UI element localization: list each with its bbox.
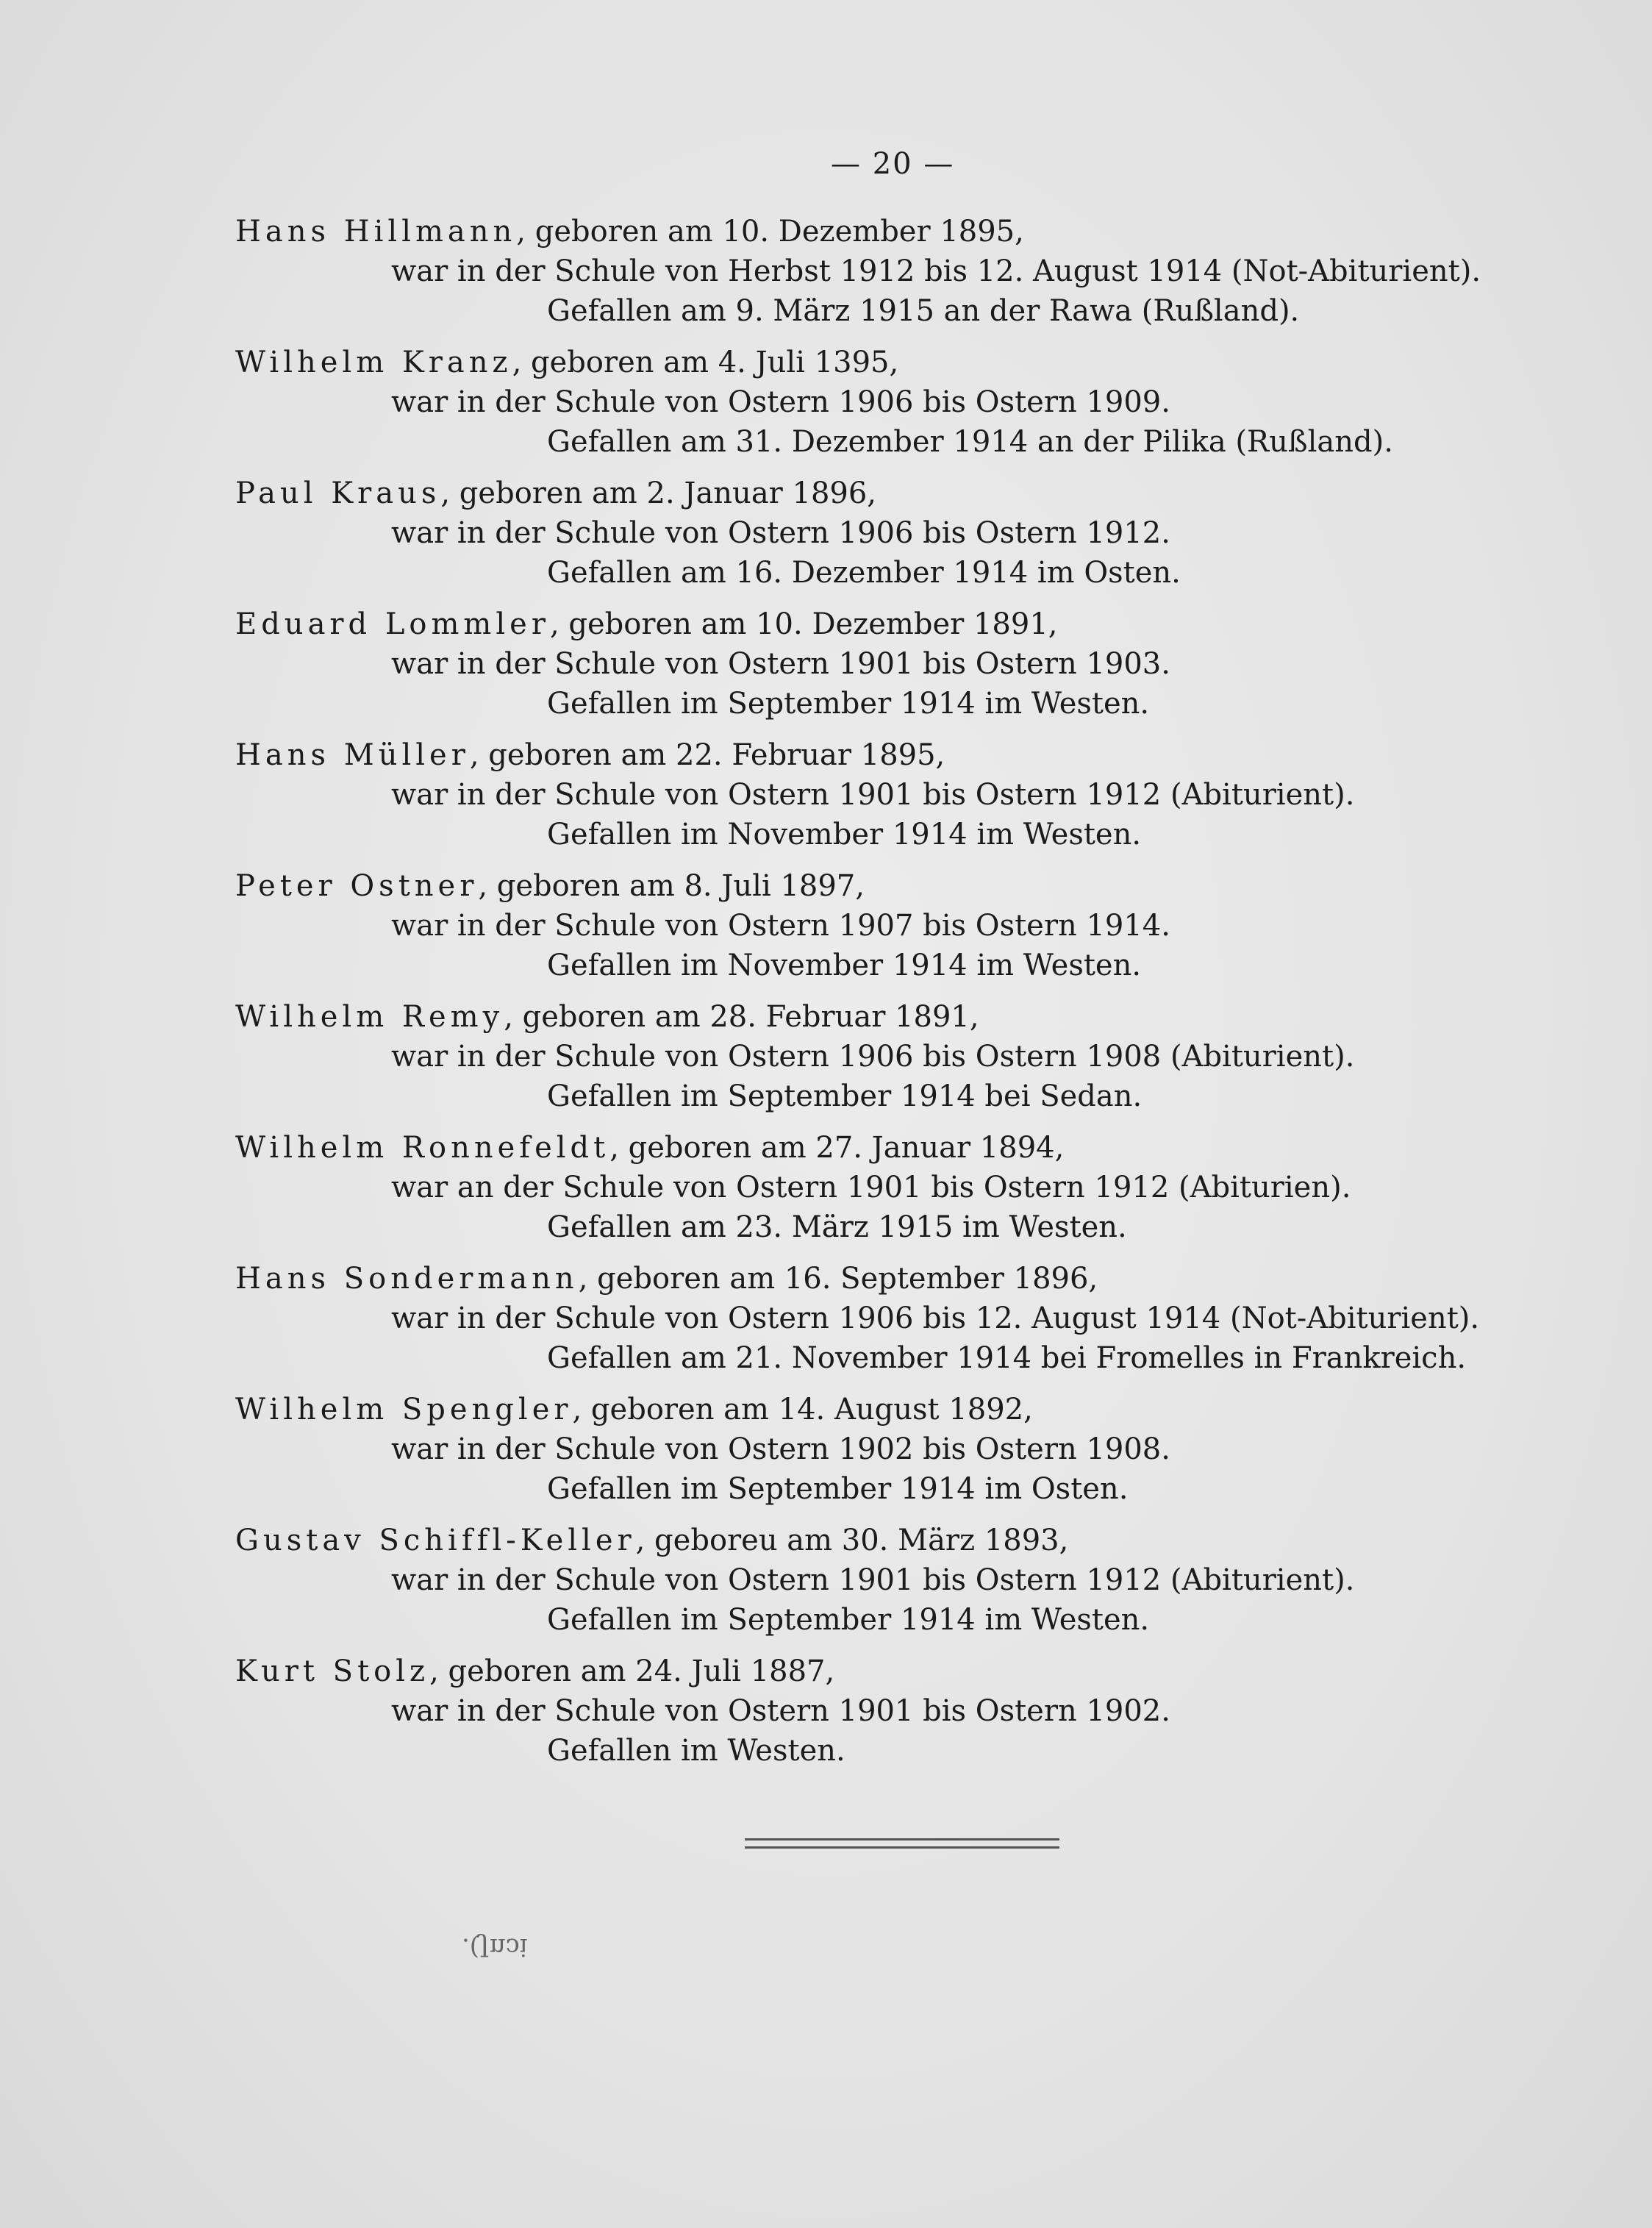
- entry-school: war in der Schule von Ostern 1906 bis Ostern 1908 (Abiturient).: [391, 1040, 1355, 1074]
- entry-death: Gefallen am 16. Dezember 1914 im Osten.: [547, 556, 1181, 590]
- entry-birth: , geboren am 24. Juli 1887,: [429, 1654, 835, 1688]
- entry-name: Gustav Schiffl-Keller: [235, 1524, 636, 1557]
- list-item: [235, 604, 1485, 724]
- entry-school: war in der Schule von Ostern 1901 bis Ostern 1903.: [391, 647, 1170, 681]
- list-item: [235, 1128, 1485, 1247]
- list-item: [235, 343, 1485, 462]
- page-number: — 20 —: [831, 147, 955, 181]
- entry-school: war in der Schule von Herbst 1912 bis 12. August 1914 (Not-Abiturient).: [391, 254, 1481, 288]
- entry-birth: , geboreu am 30. März 1893,: [635, 1524, 1069, 1557]
- entry-school: war in der Schule von Ostern 1906 bis Ostern 1909.: [391, 385, 1170, 419]
- entry-birth: , geboren am 14. August 1892,: [572, 1393, 1033, 1427]
- entry-name: Hans Hillmann: [235, 215, 517, 249]
- entry-death: Gefallen im Westen.: [547, 1734, 845, 1768]
- entry-birth: , geboren am 4. Juli 1395,: [512, 346, 899, 379]
- entry-school: war in der Schule von Ostern 1901 bis Ostern 1912 (Abiturient).: [391, 778, 1355, 812]
- entry-death: Gefallen im November 1914 im Westen.: [547, 949, 1142, 982]
- casualty-list: [235, 212, 1485, 1782]
- entry-death: Gefallen am 9. März 1915 an der Rawa (Rußland).: [547, 294, 1300, 328]
- entry-name: Hans Sondermann: [235, 1262, 579, 1296]
- entry-death: Gefallen am 23. März 1915 im Westen.: [547, 1210, 1127, 1244]
- entry-birth: , geboren am 22. Februar 1895,: [469, 738, 945, 772]
- list-item: [235, 1390, 1485, 1509]
- entry-name: Wilhelm Remy: [235, 1000, 504, 1034]
- entry-school: war in der Schule von Ostern 1901 bis Ostern 1912 (Abiturient).: [391, 1563, 1355, 1597]
- entry-birth: , geboren am 28. Februar 1891,: [504, 1000, 979, 1034]
- double-rule-divider: [745, 1838, 1059, 1849]
- list-item: [235, 997, 1485, 1116]
- bleed-through-text: .(Jnɔi: [462, 1932, 528, 1962]
- entry-school: war in der Schule von Ostern 1901 bis Ostern 1902.: [391, 1694, 1170, 1728]
- list-item: [235, 1521, 1485, 1640]
- entry-birth: , geboren am 10. Dezember 1895,: [516, 215, 1024, 249]
- entry-birth: , geboren am 27. Januar 1894,: [609, 1131, 1065, 1165]
- entry-death: Gefallen im September 1914 im Westen.: [547, 687, 1150, 721]
- entry-name: Wilhelm Ronnefeldt: [235, 1131, 610, 1165]
- entry-school: war an der Schule von Ostern 1901 bis Ostern 1912 (Abiturien).: [391, 1171, 1351, 1204]
- entry-name: Wilhelm Kranz: [235, 346, 512, 379]
- entry-death: Gefallen am 31. Dezember 1914 an der Pilika (Rußland).: [547, 425, 1393, 459]
- entry-death: Gefallen am 21. November 1914 bei Fromelles in Frankreich.: [547, 1341, 1467, 1375]
- entry-name: Kurt Stolz: [235, 1654, 430, 1688]
- entry-birth: , geboren am 2. Januar 1896,: [440, 476, 877, 510]
- entry-birth: , geboren am 16. September 1896,: [578, 1262, 1098, 1296]
- entry-name: Hans Müller: [235, 738, 470, 772]
- list-item: [235, 735, 1485, 854]
- entry-school: war in der Schule von Ostern 1906 bis Ostern 1912.: [391, 516, 1170, 550]
- entry-school: war in der Schule von Ostern 1906 bis 12. August 1914 (Not-Abiturient).: [391, 1302, 1480, 1335]
- entry-name: Paul Kraus: [235, 476, 441, 510]
- entry-birth: , geboren am 8. Juli 1897,: [478, 869, 865, 903]
- entry-school: war in der Schule von Ostern 1907 bis Ostern 1914.: [391, 909, 1170, 943]
- entry-death: Gefallen im September 1914 im Westen.: [547, 1603, 1150, 1637]
- entry-school: war in der Schule von Ostern 1902 bis Ostern 1908.: [391, 1432, 1170, 1466]
- list-item: [235, 866, 1485, 985]
- list-item: [235, 1652, 1485, 1771]
- list-item: [235, 1259, 1485, 1378]
- entry-death: Gefallen im November 1914 im Westen.: [547, 818, 1142, 851]
- entry-name: Eduard Lommler: [235, 607, 550, 641]
- entry-name: Wilhelm Spengler: [235, 1393, 573, 1427]
- entry-birth: , geboren am 10. Dezember 1891,: [549, 607, 1058, 641]
- list-item: [235, 474, 1485, 593]
- entry-name: Peter Ostner: [235, 869, 479, 903]
- entry-death: Gefallen im September 1914 bei Sedan.: [547, 1079, 1143, 1113]
- list-item: [235, 212, 1485, 331]
- entry-death: Gefallen im September 1914 im Osten.: [547, 1472, 1129, 1506]
